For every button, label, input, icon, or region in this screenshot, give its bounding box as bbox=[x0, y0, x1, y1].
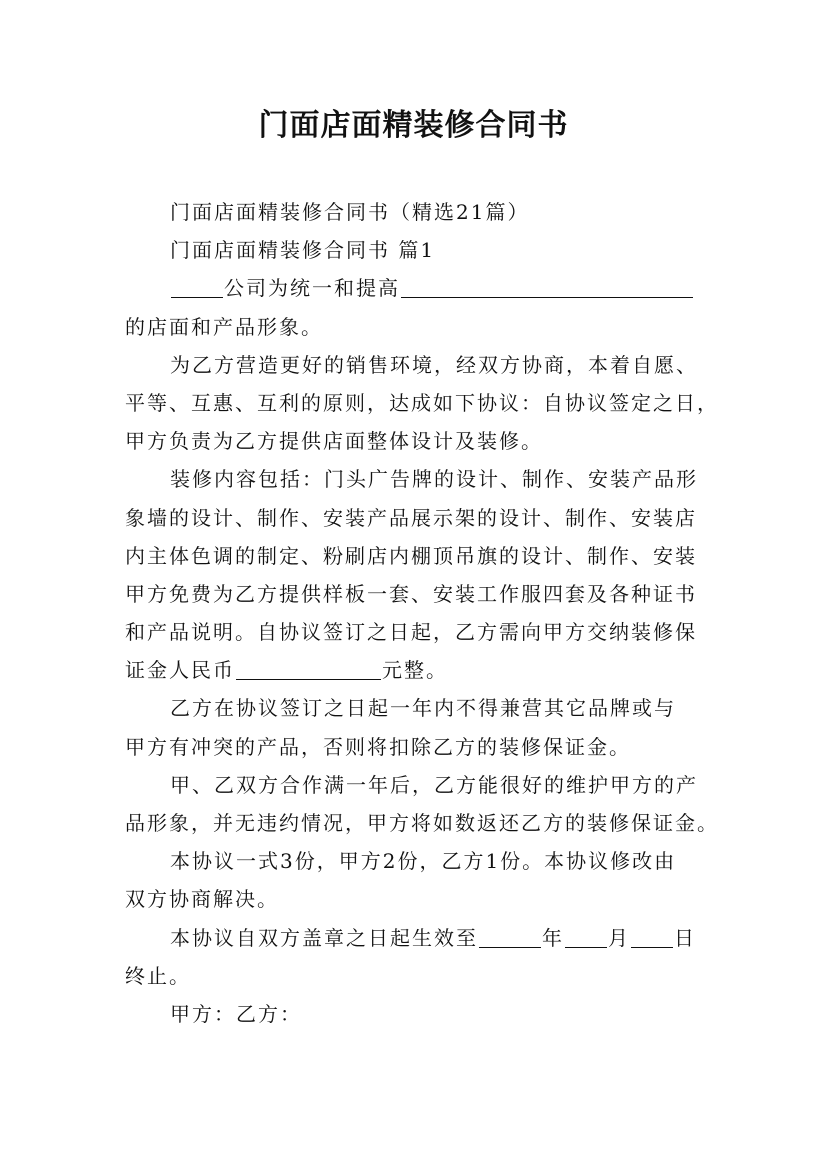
company-name-blank bbox=[171, 275, 223, 298]
clause-1-text-a: 公司为统一和提高 bbox=[224, 276, 400, 301]
para-7-line-1 bbox=[125, 919, 715, 957]
day-label: 日 bbox=[674, 925, 696, 950]
document-body bbox=[125, 193, 719, 1033]
clause-1-line-1 bbox=[125, 269, 715, 307]
document-subtitle: 门面店面精装修合同书（精选21篇） bbox=[170, 200, 530, 224]
section-heading: 门面店面精装修合同书 篇1 bbox=[170, 238, 436, 263]
document-title: 门面店面精装修合同书 bbox=[258, 108, 569, 143]
para-5-line-1: 甲、乙双方合作满一年后，乙方能很好的维护甲方的产 bbox=[170, 772, 698, 797]
para-3-line-3: 内主体色调的制定、粉刷店内棚顶吊旗的设计、制作、安装 bbox=[125, 543, 697, 568]
para-2-line-2: 平等、互惠、互利的原则，达成如下协议：自协议签定之日， bbox=[125, 390, 719, 415]
para-3-line-6 bbox=[125, 651, 715, 689]
deposit-suffix: 元整。 bbox=[382, 658, 448, 683]
para-4-line-2: 甲方有冲突的产品，否则将扣除乙方的装修保证金。 bbox=[125, 734, 631, 759]
para-3-line-1: 装修内容包括：门头广告牌的设计、制作、安装产品形 bbox=[170, 467, 698, 492]
para-2-line-3: 甲方负责为乙方提供店面整体设计及装修。 bbox=[125, 429, 543, 454]
signature-line: 甲方：乙方： bbox=[170, 1001, 302, 1026]
para-3-line-2: 象墙的设计、制作、安装产品展示架的设计、制作、安装店 bbox=[125, 505, 697, 530]
para-6-line-2: 双方协商解决。 bbox=[125, 887, 279, 912]
para-7-line-2: 终止。 bbox=[125, 963, 191, 988]
year-blank bbox=[479, 925, 541, 948]
para-3-line-4: 甲方免费为乙方提供样板一套、安装工作服四套及各种证书 bbox=[125, 581, 697, 606]
month-blank bbox=[565, 925, 607, 948]
para-5-line-2: 品形象，并无违约情况，甲方将如数返还乙方的装修保证金。 bbox=[125, 811, 719, 835]
month-label: 月 bbox=[608, 925, 630, 950]
effective-text: 本协议自双方盖章之日起生效至 bbox=[170, 925, 478, 950]
day-blank bbox=[631, 925, 673, 948]
purpose-blank bbox=[401, 275, 693, 298]
deposit-amount-blank bbox=[236, 657, 381, 680]
deposit-label: 证金人民币 bbox=[125, 658, 235, 683]
para-3-line-5: 和产品说明。自协议签订之日起，乙方需向甲方交纳装修保 bbox=[125, 620, 697, 645]
para-6-line-1: 本协议一式3份，甲方2份，乙方1份。本协议修改由 bbox=[170, 849, 677, 874]
clause-1-line-2: 的店面和产品形象。 bbox=[125, 314, 323, 339]
para-4-line-1: 乙方在协议签订之日起一年内不得兼营其它品牌或与 bbox=[170, 696, 676, 721]
para-2-line-1: 为乙方营造更好的销售环境，经双方协商，本着自愿、 bbox=[170, 352, 698, 377]
year-label: 年 bbox=[542, 925, 564, 950]
